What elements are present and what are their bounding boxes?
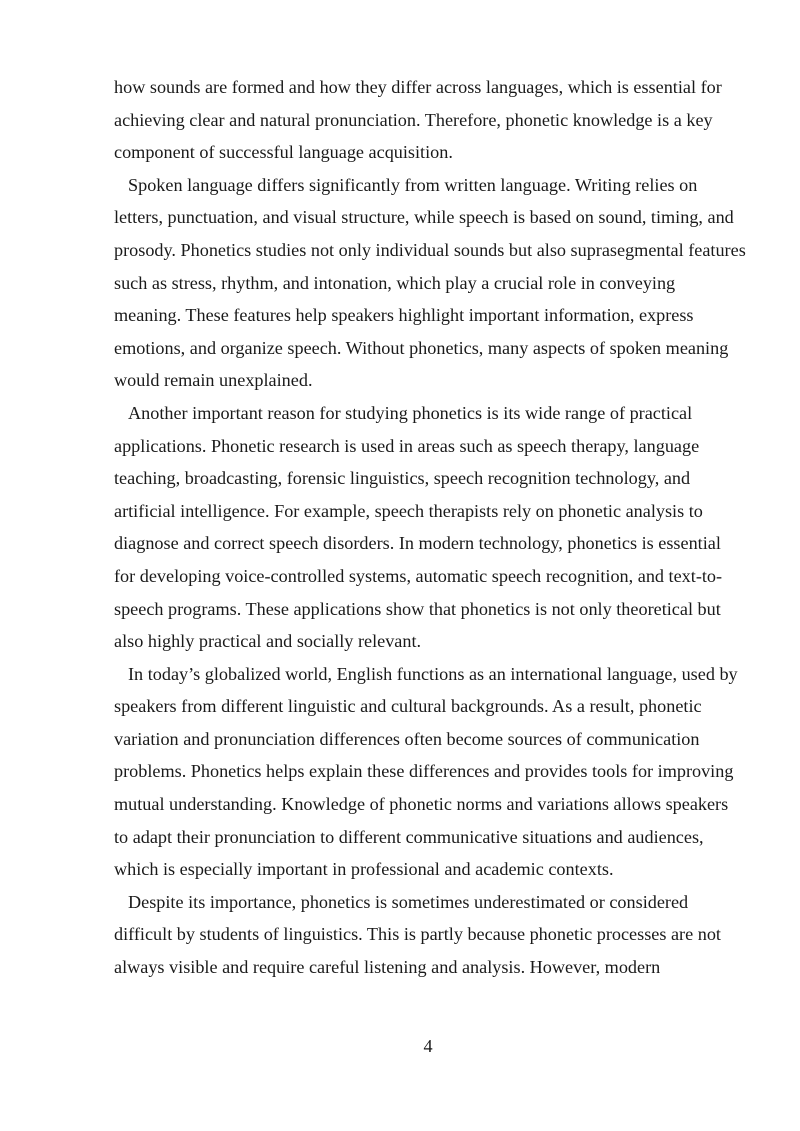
paragraph-spoken-vs-written: Spoken language differs significantly from written language. Writing relies on letters, punctuation, and visual structure, while speech is based on sound, timing, and prosody. Phonetics studies not only individual sounds but also suprasegmental features such as stress, rhythm, and intonation, which play a crucial role in conveying meaning. These features help speakers highlight important information, express emotions, and organize speech. Without phonetics, many aspects of spoken meaning would remain unexplained.: [114, 174, 746, 391]
paragraph-continuation: how sounds are formed and how they differ across languages, which is essential for achieving clear and natural pronunciation. Therefore, phonetic knowledge is a key component of successful language acquisition.: [114, 77, 722, 163]
paragraph-globalized-world: In today’s globalized world, English functions as an international language, used by speakers from different linguistic and cultural backgrounds. As a result, phonetic variation and pronunciation differences often become sources of communication problems. Phonetics helps explain these differences and provides tools for improving mutual understanding. Knowledge of phonetic norms and variations allows speakers to adapt their pronunciation to different communicative situations and audiences, which is especially important in professional and academic contexts.: [114, 663, 738, 880]
paragraph-practical-applications: Another important reason for studying phonetics is its wide range of practical applications. Phonetic research is used in areas such as speech therapy, language teaching, broadcasting, forensic linguistics, speech recognition technology, and artificial intelligence. For example, speech therapists rely on phonetic analysis to diagnose and correct speech disorders. In modern technology, phonetics is essential for developing voice-controlled systems, automatic speech recognition, and text-to-speech programs. These applications show that phonetics is not only theoretical but also highly practical and socially relevant.: [114, 402, 723, 652]
page-number: 4: [423, 1036, 433, 1056]
paragraph-underestimated: Despite its importance, phonetics is sometimes underestimated or considered difficult by students of linguistics. This is partly because phonetic processes are not always visible and require careful listening and analysis. However, modern: [114, 891, 721, 978]
body-text: [114, 71, 746, 984]
